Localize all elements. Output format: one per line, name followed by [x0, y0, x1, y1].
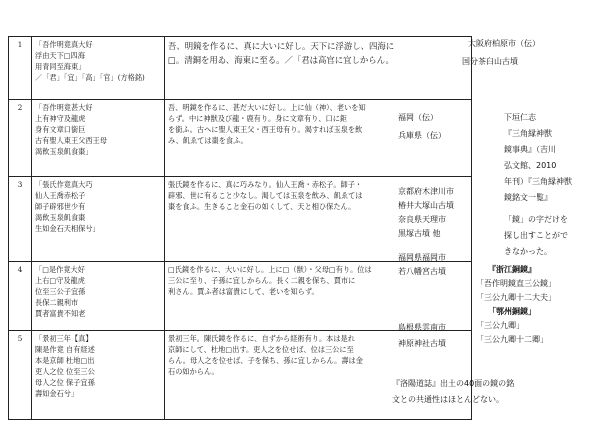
inscription-line: 上右□守及龍虎 — [35, 276, 85, 285]
note-row3-site-c: 奈良県天理市 — [398, 215, 446, 224]
note-row2-book-4: 年刊）『三角縁神獣 — [504, 177, 572, 186]
translation-line: 吾、明鏡を作るに、真に大いに好し。天下に浮游し、四海に — [168, 41, 395, 51]
inscription-cell — [32, 37, 165, 100]
note-row3-remark-1: 「鏡」の字だけを — [504, 215, 568, 224]
inscription-line: 「張氏作竟真大巧 — [35, 180, 93, 189]
note-row3-remark-2: 探し出すことがで — [504, 231, 568, 240]
note-row4-ref-5: 「三公九卿」 — [476, 321, 524, 330]
translation-line: 吾、明鏡を作るに、甚だ大いに好し。上に仙（神）、老いを知 — [168, 103, 366, 112]
inscription-line: 上有神守及龍虎 — [35, 114, 86, 123]
inscription-line: 位至三公子宜孫 — [35, 287, 86, 296]
note-row3-site-b: 椿井大塚山古墳 — [398, 201, 454, 210]
note-row4-ref-1: 『浙江銅鏡』 — [488, 265, 536, 274]
inscription-line: 師子辟邪世少有 — [35, 202, 86, 211]
row-number: 3 — [9, 177, 32, 262]
translation-line: を銜ふ。古へに聖人東王父・西王母有り。渇すれば玉泉を飲 — [168, 125, 363, 134]
inscription-line: 「景初三年【真】 — [35, 334, 93, 343]
note-row2-book-1: 『三角縁神獣 — [504, 129, 552, 138]
translation-line: み、飢ゑては棗を食ふ。 — [168, 136, 248, 145]
inscription-line: 壽如金石兮」 — [35, 389, 79, 398]
note-row2-site-a: 福岡（伝） — [398, 113, 438, 122]
translation-line: 利さん。賈ふ者は富貴にして、老いを知らず。 — [168, 287, 319, 296]
note-row1-site: 大阪府柏原市（伝） — [468, 39, 540, 48]
inscription-line: 渴飲玉泉飢食棗 — [35, 213, 86, 222]
inscription-line: 陳是作竟 自有経述 — [35, 345, 95, 354]
inscription-cell — [32, 177, 165, 262]
inscription-line: 賈者富貴不知老 — [35, 309, 86, 318]
note-row2-author: 下垣仁志 — [504, 113, 536, 122]
translation-line: □氏鏡を作るに、大いに好し。上に□（獣）・父母□有り。位は — [168, 265, 372, 274]
note-row2-site-b: 兵庫県（伝） — [398, 131, 446, 140]
translation-cell — [165, 37, 472, 100]
note-row4-ref-4: 「鄂州銅鏡」 — [488, 307, 536, 316]
inscription-line: 生如金石天相保兮」 — [35, 224, 100, 233]
inscription-line: 用青同至海東」 — [35, 62, 86, 71]
note-row5-site-b: 神原神社古墳 — [398, 339, 446, 348]
translation-line: 三公に至り、子孫に宜しからん。長く二親を保ち、賈市に — [168, 276, 356, 285]
inscription-line: 渴飲玉泉飢食棗」 — [35, 147, 93, 156]
note-row2-book-3: 弘文館、2010 — [504, 161, 557, 170]
inscription-line: 母人之位 保子宜孫 — [35, 378, 95, 387]
row-number: 2 — [9, 100, 32, 177]
note-row3-site-d: 黒塚古墳 他 — [398, 229, 441, 238]
translation-line: 辟邪、世に有ること少なし。渇しては玉泉を飲み、飢ゑては — [168, 191, 363, 200]
note-row4-site-a: 福岡県福岡市 — [398, 253, 446, 262]
note-row3-site-a: 京都府木津川市 — [398, 187, 454, 196]
inscription-line: 身有文章口銜巨 — [35, 125, 86, 134]
inscription-cell — [32, 100, 165, 177]
inscription-line: 本是京師 杜地□出 — [35, 356, 95, 365]
translation-line: らん。母人之を位せば、子を保ち、孫に宜しからん。壽は金 — [168, 356, 363, 365]
note-row4-ref-3: 「三公九卿十二大夫」 — [476, 293, 556, 302]
note-row4-ref-6: 「三公九卿十二卿」 — [476, 335, 548, 344]
inscription-cell — [32, 331, 165, 420]
note-bottom-2: 文との共通性はほとんどない。 — [392, 395, 504, 404]
note-row2-book-5: 鏡銘文一覧』 — [504, 193, 552, 202]
inscription-line: 「吾作明竟真大好 — [35, 40, 93, 49]
inscription-line: 長保二親利市 — [35, 298, 79, 307]
translation-line: らず。中に神獣及び龍・鹿有り。身に文章有り、口に鉅 — [168, 114, 348, 123]
inscription-line: ／「君」「宜」「高」「官」(方格銘) — [35, 73, 145, 82]
note-row2-book-2: 鏡事典』（吉川 — [504, 145, 556, 154]
note-bottom-1: 『洛陽道誌』出土の40面の鏡の銘 — [392, 379, 515, 388]
inscription-line: 「□是作竟大好 — [35, 265, 85, 274]
translation-line: 石の如からん。 — [168, 367, 219, 376]
inscription-line: 古有聖人東王父西王母 — [35, 136, 107, 145]
inscription-line: 浮由天下□四海 — [35, 51, 85, 60]
translation-line: 京師にして、杜地□出す。吏人之を位せば、位は三公に至 — [168, 345, 354, 354]
note-row3-remark-3: きなかった。 — [504, 247, 552, 256]
table-row — [9, 37, 472, 100]
inscription-line: 「吾作明竟甚大好 — [35, 103, 93, 112]
note-row5-site-a: 島根県雲南市 — [398, 323, 446, 332]
row-number: 4 — [9, 262, 32, 331]
row-number: 1 — [9, 37, 32, 100]
row-number: 5 — [9, 331, 32, 420]
translation-line: 棗を食ふ。生きること金石の如くして、天と相ひ保たん。 — [168, 202, 356, 211]
translation-line: 景初三年。陳氏鏡を作るに、自ずから経術有り。本は是れ — [168, 334, 355, 343]
note-row4-site-b: 若八幡宮古墳 — [398, 267, 446, 276]
inscription-line: 仙人王喬赤松子 — [35, 191, 86, 200]
note-row1-tomb: 国分茶臼山古墳 — [462, 57, 518, 66]
translation-line: □。清銅を用ゐ、海東に至る。／「君は高官に宜しからん。 — [168, 55, 394, 65]
translation-line: 張氏鏡を作るに、真に巧みなり。仙人王喬・赤松子。師子・ — [168, 180, 363, 189]
inscription-line: 吏人之位 位至三公 — [35, 367, 95, 376]
note-row4-ref-2: 「吾作明鏡直三公鏡」 — [476, 279, 556, 288]
inscription-cell — [32, 262, 165, 331]
